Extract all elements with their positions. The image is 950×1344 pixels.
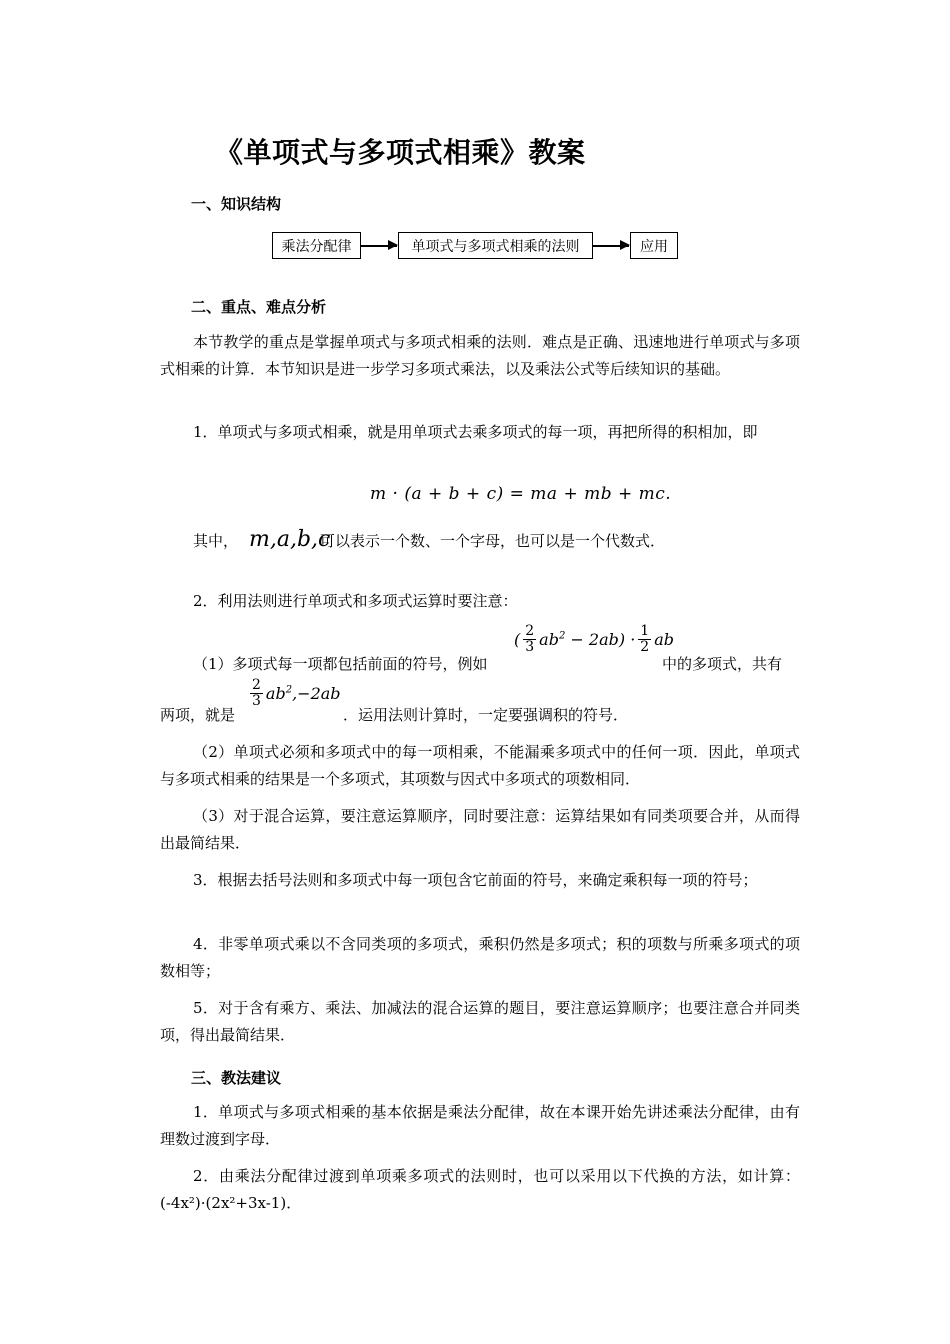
analysis-point-4: 4．非零单项式乘以不含同类项的多项式，乘积仍然是多项式；积的项数与所乘多项式的项数相等； (160, 935, 800, 980)
fraction-two-thirds: $\frac{2}{3}$ (525, 623, 535, 655)
section-heading-key-points: 二、重点、难点分析 (191, 298, 327, 316)
teaching-point-1: 1．单项式与多项式相乘的基本依据是乘法分配律，故在本课开始先讲述乘法分配律，由有理数过渡到字母． (160, 1103, 800, 1148)
flow-arrow-1 (361, 245, 397, 247)
teaching-point-2: 2．由乘法分配律过渡到单项乘多项式的法则时，也可以采用以下代换的方法，如计算：(-4x²)·(2x²+3x-1)． (160, 1167, 800, 1212)
flow-arrow-2 (593, 245, 629, 247)
distributive-formula: m · (a + b + c) = ma + mb + mc. (370, 484, 672, 504)
example-expression-2: $\frac{2}{3}$ $ab^2,-2ab$ (252, 677, 341, 709)
note-1-suffix: 中的多项式，共有 (662, 655, 783, 673)
section-heading-teaching: 三、教法建议 (191, 1069, 282, 1087)
analysis-point-1: 1．单项式与多项式相乘，就是用单项式去乘多项式的每一项，再把所得的积相加，即 (193, 423, 758, 441)
analysis-point-3: 3．根据去括号法则和多项式中每一项包含它前面的符号，来确定乘积每一项的符号； (193, 871, 758, 889)
note-1-prefix: （1）多项式每一项都包括前面的符号，例如 (193, 655, 488, 673)
analysis-point-2: 2．利用法则进行单项式和多项式运算时要注意： (193, 592, 518, 610)
note-1-line2-suffix: ．运用法则计算时，一定要强调积的符号． (343, 706, 629, 724)
flow-box-distributive: 乘法分配律 (272, 232, 361, 259)
flow-box-rule: 单项式与多项式相乘的法则 (398, 232, 593, 259)
fraction-one-half: $\frac{1}{2}$ (640, 623, 650, 655)
fraction-two-thirds-2: $\frac{2}{3}$ (252, 677, 261, 709)
section-heading-structure: 一、知识结构 (191, 195, 282, 213)
variables-expression: m,a,b,c (249, 527, 331, 552)
flow-box-application: 应用 (630, 232, 678, 259)
note-1-line2-prefix: 两项，就是 (160, 706, 236, 724)
note-2: （2）单项式必须和多项式中的每一项相乘，不能漏乘多项式中的任何一项．因此，单项式与多项式相乘的结果是一个多项式，其项数与因式中多项式的项数相同． (160, 743, 800, 788)
where-prefix: 其中， (193, 532, 239, 550)
analysis-intro: 本节教学的重点是掌握单项式与多项式相乘的法则．难点是正确、迅速地进行单项式与多项式相乘的计算．本节知识是进一步学习多项式乘法，以及乘法公式等后续知识的基础。 (160, 333, 800, 378)
analysis-point-5: 5．对于含有乘方、乘法、加减法的混合运算的题目，要注意运算顺序；也要注意合并同类项，得出最简结果． (160, 999, 800, 1044)
example-expression-1: ( $\frac{2}{3}$ $ab^2 - 2ab$) · $\frac{1}{2}$ ab (514, 623, 674, 655)
where-suffix: 可以表示一个数、一个字母，也可以是一个代数式． (320, 532, 666, 550)
page-title: 《单项式与多项式相乘》教案 (215, 136, 586, 169)
note-3: （3）对于混合运算，要注意运算顺序，同时要注意：运算结果如有同类项要合并，从而得出最简结果． (160, 807, 800, 852)
